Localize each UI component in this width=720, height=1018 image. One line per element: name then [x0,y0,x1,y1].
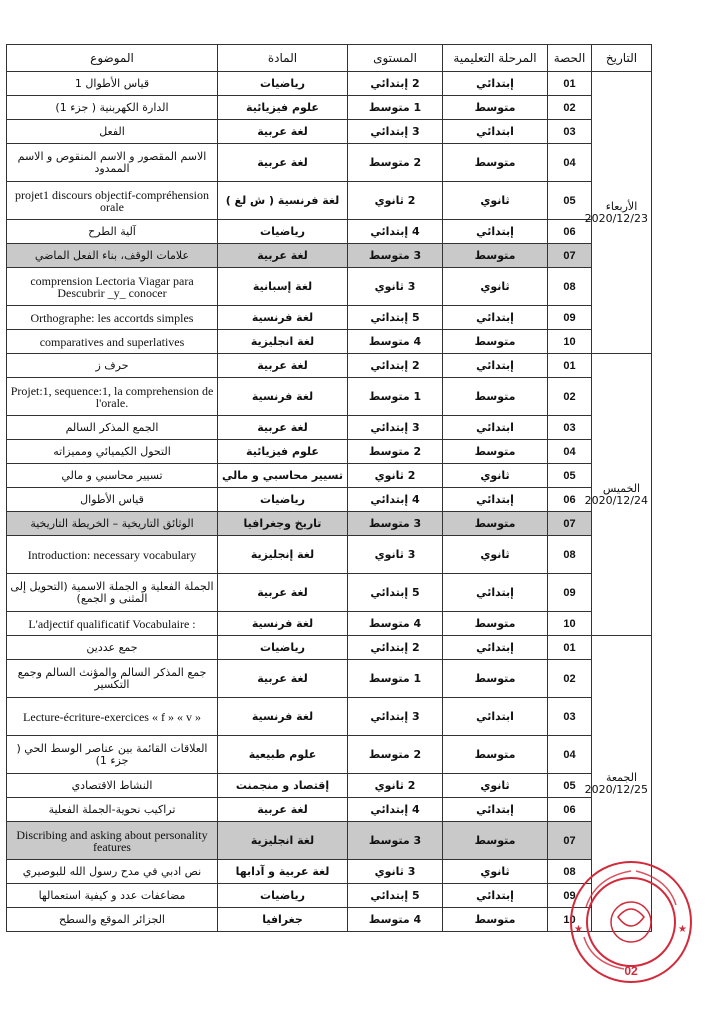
subject-cell: رياضيات [218,488,348,512]
topic-cell: Discribing and asking about personality features [7,822,218,860]
subject-cell: لغة فرنسية [218,378,348,416]
session-cell: 01 [548,354,592,378]
day-date: 2020/12/25 [584,782,648,796]
stage-cell: ابتدائي [443,416,548,440]
subject-cell: لغة عربية [218,574,348,612]
session-cell: 08 [548,268,592,306]
topic-cell: النشاط الاقتصادي [7,774,218,798]
topic-cell: Projet:1, sequence:1, la comprehension de l'orale. [7,378,218,416]
level-cell: 1 متوسط [348,660,443,698]
topic-cell: جمع عددين [7,636,218,660]
subject-cell: لغة انجليزية [218,822,348,860]
session-cell: 08 [548,536,592,574]
stage-cell: إبتدائي [443,220,548,244]
subject-cell: لغة فرنسية [218,306,348,330]
session-cell: 02 [548,660,592,698]
session-cell: 01 [548,636,592,660]
table-row [7,378,652,416]
level-cell: 5 إبتدائي [348,574,443,612]
stage-cell: إبتدائي [443,354,548,378]
header-topic: الموضوع [7,45,218,72]
stage-cell: إبتدائي [443,574,548,612]
day-name: الجمعة [605,770,638,784]
topic-cell: تراكيب نحوية-الجملة الفعلية [7,798,218,822]
session-cell: 05 [548,774,592,798]
subject-cell: علوم طبيعية [218,736,348,774]
table-row [7,144,652,182]
level-cell: 4 إبتدائي [348,798,443,822]
table-row [7,96,652,120]
topic-cell: قياس الأطوال [7,488,218,512]
stage-cell: متوسط [443,512,548,536]
header-date: التاريخ [592,45,652,72]
table-row [7,512,652,536]
level-cell: 2 إبتدائي [348,72,443,96]
table-row [7,120,652,144]
subject-cell: إقتصاد و منجمنت [218,774,348,798]
subject-cell: لغة إسبانية [218,268,348,306]
level-cell: 3 إبتدائي [348,120,443,144]
level-cell: 2 ثانوي [348,464,443,488]
stage-cell: متوسط [443,440,548,464]
header-session: الحصة [548,45,592,72]
stage-cell: ثانوي [443,774,548,798]
stage-cell: متوسط [443,736,548,774]
stage-cell: متوسط [443,612,548,636]
table-row [7,574,652,612]
schedule-table [6,44,652,932]
level-cell: 3 إبتدائي [348,698,443,736]
table-row [7,908,652,932]
stage-cell: ثانوي [443,536,548,574]
stage-cell: ابتدائي [443,120,548,144]
topic-cell: comprension Lectoria Viagar para Descubrir _y_ conocer [7,268,218,306]
level-cell: 2 متوسط [348,736,443,774]
session-cell: 05 [548,182,592,220]
table-row [7,822,652,860]
topic-cell: الوثائق التاريخية – الخريطة التاريخية [7,512,218,536]
level-cell: 3 ثانوي [348,268,443,306]
stage-cell: متوسط [443,144,548,182]
session-cell: 02 [548,378,592,416]
level-cell: 3 متوسط [348,512,443,536]
level-cell: 3 متوسط [348,822,443,860]
session-cell: 06 [548,220,592,244]
topic-cell: التحول الكيميائي ومميزاته [7,440,218,464]
session-cell: 07 [548,512,592,536]
stage-cell: متوسط [443,96,548,120]
subject-cell: لغة عربية [218,120,348,144]
subject-cell: لغة فرنسية [218,612,348,636]
header-level: المستوى [348,45,443,72]
session-cell: 10 [548,908,592,932]
topic-cell: projet1 discours objectif-compréhension orale [7,182,218,220]
table-row [7,536,652,574]
day-date: 2020/12/23 [584,211,648,225]
official-stamp [566,857,696,987]
header-row [7,45,652,72]
level-cell: 2 إبتدائي [348,636,443,660]
table-row [7,698,652,736]
header-stage: المرحلة التعليمية [443,45,548,72]
session-cell: 04 [548,440,592,464]
stage-cell: ثانوي [443,860,548,884]
subject-cell: لغة عربية [218,416,348,440]
svg-text:★: ★ [678,924,687,935]
subject-cell: لغة عربية [218,144,348,182]
stage-cell: ثانوي [443,268,548,306]
stage-cell: متوسط [443,330,548,354]
subject-cell: تاريخ وجغرافيا [218,512,348,536]
topic-cell: تسيير محاسبي و مالي [7,464,218,488]
session-cell: 10 [548,330,592,354]
session-cell: 07 [548,822,592,860]
svg-text:★: ★ [574,924,583,935]
session-cell: 09 [548,306,592,330]
subject-cell: لغة فرنسية [218,698,348,736]
table-row [7,182,652,220]
table-row [7,268,652,306]
topic-cell: الجمع المذكر السالم [7,416,218,440]
stage-cell: إبتدائي [443,72,548,96]
schedule-body [7,72,652,932]
table-row [7,244,652,268]
session-cell: 08 [548,860,592,884]
level-cell: 1 متوسط [348,96,443,120]
session-cell: 03 [548,416,592,440]
session-cell: 10 [548,612,592,636]
topic-cell: العلاقات القائمة بين عناصر الوسط الحي ( جزء 1) [7,736,218,774]
day-date-cell [584,72,652,354]
level-cell: 3 ثانوي [348,860,443,884]
session-cell: 05 [548,464,592,488]
table-row [7,306,652,330]
session-cell: 03 [548,698,592,736]
header-subject: المادة [218,45,348,72]
level-cell: 2 متوسط [348,440,443,464]
stage-cell: إبتدائي [443,306,548,330]
subject-cell: لغة عربية [218,660,348,698]
table-row [7,612,652,636]
topic-cell: L'adjectif qualificatif Vocabulaire : [7,612,218,636]
table-row [7,416,652,440]
session-cell: 06 [548,798,592,822]
session-cell: 04 [548,736,592,774]
table-row [7,736,652,774]
topic-cell: الفعل [7,120,218,144]
level-cell: 4 إبتدائي [348,220,443,244]
session-cell: 03 [548,120,592,144]
level-cell: 5 إبتدائي [348,306,443,330]
table-row [7,220,652,244]
level-cell: 4 إبتدائي [348,488,443,512]
topic-cell: Lecture-écriture-exercices « f » « v » [7,698,218,736]
topic-cell: الاسم المقصور و الاسم المنقوص و الاسم الممدود [7,144,218,182]
table-row [7,798,652,822]
stage-cell: ثانوي [443,182,548,220]
stage-cell: متوسط [443,908,548,932]
subject-cell: جغرافيا [218,908,348,932]
stage-cell: إبتدائي [443,884,548,908]
stage-cell: متوسط [443,378,548,416]
table-row [7,330,652,354]
stage-cell: متوسط [443,822,548,860]
level-cell: 2 ثانوي [348,774,443,798]
table-row [7,72,652,96]
subject-cell: لغة عربية [218,354,348,378]
subject-cell: علوم فيزيائية [218,96,348,120]
level-cell: 4 متوسط [348,330,443,354]
day-date-cell [584,354,652,636]
table-row [7,354,652,378]
topic-cell: نص ادبي في مدح رسول الله للبوصيري [7,860,218,884]
topic-cell: الدارة الكهربنية ( جزء 1) [7,96,218,120]
subject-cell: لغة عربية و آدابها [218,860,348,884]
topic-cell: قياس الأطوال 1 [7,72,218,96]
session-cell: 02 [548,96,592,120]
session-cell: 09 [548,574,592,612]
topic-cell: علامات الوقف، بناء الفعل الماضي [7,244,218,268]
level-cell: 4 متوسط [348,612,443,636]
page-number: 02 [624,964,638,978]
topic-cell: Orthographe: les accortds simples [7,306,218,330]
topic-cell: الجملة الفعلية و الجملة الاسمية (التحويل إلى المثنى و الجمع) [7,574,218,612]
topic-cell: Introduction: necessary vocabulary [7,536,218,574]
session-cell: 06 [548,488,592,512]
subject-cell: لغة إنجليزية [218,536,348,574]
stage-cell: متوسط [443,244,548,268]
level-cell: 2 متوسط [348,144,443,182]
subject-cell: لغة فرنسية ( ش لغ ) [218,182,348,220]
subject-cell: علوم فيزيائية [218,440,348,464]
level-cell: 3 ثانوي [348,536,443,574]
subject-cell: رياضيات [218,884,348,908]
topic-cell: حرف ز [7,354,218,378]
day-name: الخميس [602,481,641,495]
level-cell: 1 متوسط [348,378,443,416]
subject-cell: لغة انجليزية [218,330,348,354]
table-row [7,464,652,488]
session-cell: 01 [548,72,592,96]
topic-cell: جمع المذكر السالم والمؤنث السالم وجمع التكسير [7,660,218,698]
level-cell: 2 إبتدائي [348,354,443,378]
table-row [7,488,652,512]
topic-cell: الجزائر الموقع والسطح [7,908,218,932]
session-cell: 07 [548,244,592,268]
level-cell: 5 إبتدائي [348,884,443,908]
stage-cell: ابتدائي [443,698,548,736]
topic-cell: مضاعفات عدد و كيفية استعمالها [7,884,218,908]
day-date: 2020/12/24 [584,493,648,507]
session-cell: 09 [548,884,592,908]
table-row [7,636,652,660]
subject-cell: لغة عربية [218,244,348,268]
level-cell: 3 متوسط [348,244,443,268]
subject-cell: رياضيات [218,636,348,660]
stage-cell: إبتدائي [443,798,548,822]
session-cell: 04 [548,144,592,182]
day-name: الأربعاء [605,199,638,213]
table-row [7,774,652,798]
topic-cell: comparatives and superlatives [7,330,218,354]
subject-cell: رياضيات [218,220,348,244]
level-cell: 2 ثانوي [348,182,443,220]
stage-cell: متوسط [443,660,548,698]
subject-cell: تسيير محاسبي و مالي [218,464,348,488]
table-row [7,884,652,908]
table-row [7,860,652,884]
stage-cell: إبتدائي [443,488,548,512]
table-row [7,440,652,464]
subject-cell: رياضيات [218,72,348,96]
subject-cell: لغة عربية [218,798,348,822]
table-row [7,660,652,698]
stage-cell: إبتدائي [443,636,548,660]
topic-cell: آلية الطرح [7,220,218,244]
level-cell: 3 إبتدائي [348,416,443,440]
level-cell: 4 متوسط [348,908,443,932]
stage-cell: ثانوي [443,464,548,488]
